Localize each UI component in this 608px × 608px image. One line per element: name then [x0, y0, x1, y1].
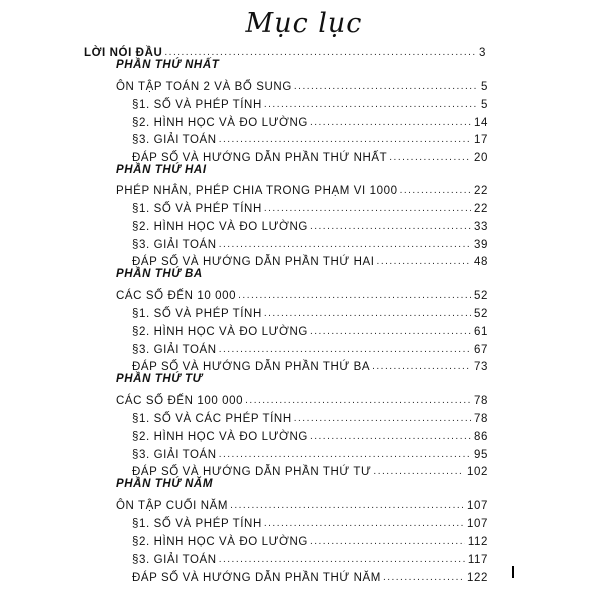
toc-entry-label: CÁC SỐ ĐẾN 10 000 — [116, 290, 237, 302]
toc-section[interactable] — [132, 358, 488, 374]
toc-entry-page: 22 — [474, 203, 488, 215]
toc-entry-label: PHÉP NHÂN, PHÉP CHIA TRONG PHẠM VI 1000 — [116, 185, 398, 197]
toc-section[interactable] — [132, 323, 488, 339]
part-heading: PHẦN THỨ NĂM — [116, 478, 213, 490]
toc-chapter[interactable] — [116, 497, 488, 513]
dot-leader — [264, 202, 471, 216]
toc-entry-label: §2. HÌNH HỌC VÀ ĐO LƯỜNG — [132, 431, 308, 443]
toc-entry-page: 22 — [474, 185, 488, 197]
toc-entry-page: 33 — [474, 221, 488, 233]
dot-leader — [383, 571, 464, 585]
toc-entry-label: §3. GIẢI TOÁN — [132, 134, 217, 146]
toc-entry-label: ĐÁP SỐ VÀ HƯỚNG DẪN PHẦN THỨ NHẤT — [132, 152, 388, 164]
toc-entry-label: §3. GIẢI TOÁN — [132, 554, 217, 566]
toc-section[interactable] — [132, 149, 488, 165]
dot-leader — [377, 255, 471, 269]
dot-leader — [230, 499, 464, 513]
toc-entry-page: 67 — [474, 344, 488, 356]
toc-section[interactable] — [132, 569, 488, 585]
toc-entry-label: §2. HÌNH HỌC VÀ ĐO LƯỜNG — [132, 536, 308, 548]
toc-entry-page: 39 — [474, 239, 488, 251]
dot-leader — [219, 133, 471, 147]
toc-entry-label: ĐÁP SỐ VÀ HƯỚNG DẪN PHẦN THỨ TƯ — [132, 466, 372, 478]
toc-entry-label: §3. GIẢI TOÁN — [132, 239, 217, 251]
toc-section[interactable] — [132, 533, 488, 549]
toc-entry-preface[interactable] — [84, 44, 486, 60]
toc-entry-page: 52 — [474, 308, 488, 320]
toc-entry-page: 52 — [474, 290, 488, 302]
toc-entry-page: 61 — [474, 326, 488, 338]
part-heading: PHẦN THỨ BA — [116, 268, 203, 280]
toc-entry-page: 48 — [474, 256, 488, 268]
toc-chapter[interactable] — [116, 287, 488, 303]
toc-entry-label: ĐÁP SỐ VÀ HƯỚNG DẪN PHẦN THỨ HAI — [132, 256, 375, 268]
dot-leader — [373, 465, 464, 479]
toc-chapter[interactable] — [116, 182, 488, 198]
toc-entry-page: 117 — [467, 554, 488, 566]
dot-leader — [310, 325, 471, 339]
part-heading: PHẦN THỨ NHẤT — [116, 59, 220, 71]
toc-chapter[interactable] — [116, 78, 488, 94]
dot-leader — [372, 360, 471, 374]
toc-entry-page: 78 — [474, 395, 488, 407]
toc-entry-page: 3 — [479, 47, 486, 59]
part-heading: PHẦN THỨ HAI — [116, 164, 207, 176]
toc-entry-label: ÔN TẬP TOÁN 2 VÀ BỔ SUNG — [116, 81, 292, 93]
toc-section[interactable] — [132, 253, 488, 269]
dot-leader — [294, 412, 471, 426]
dot-leader — [310, 220, 471, 234]
toc-entry-page: 73 — [474, 361, 488, 373]
toc-entry-page: 5 — [481, 81, 488, 93]
toc-entry-label: §1. SỐ VÀ PHÉP TÍNH — [132, 99, 262, 111]
dot-leader — [264, 98, 478, 112]
toc-entry-page: 107 — [467, 500, 488, 512]
dot-leader — [310, 430, 471, 444]
toc-entry-label: LỜI NÓI ĐẦU — [84, 47, 163, 59]
toc-entry-label: §2. HÌNH HỌC VÀ ĐO LƯỜNG — [132, 326, 308, 338]
dot-leader — [310, 116, 471, 130]
toc-entry-label: §1. SỐ VÀ CÁC PHÉP TÍNH — [132, 413, 292, 425]
toc-entry-page: 14 — [474, 117, 488, 129]
toc-chapter[interactable] — [116, 392, 488, 408]
dot-leader — [294, 80, 478, 94]
dot-leader — [219, 238, 471, 252]
dot-leader — [310, 535, 465, 549]
toc-section[interactable] — [132, 551, 488, 567]
dot-leader — [264, 307, 471, 321]
toc-entry-page: 122 — [467, 572, 488, 584]
dot-leader — [219, 448, 471, 462]
toc-entry-label: ĐÁP SỐ VÀ HƯỚNG DẪN PHẦN THỨ BA — [132, 361, 371, 373]
dot-leader — [264, 517, 464, 531]
toc-entry-label: §2. HÌNH HỌC VÀ ĐO LƯỜNG — [132, 117, 308, 129]
toc-section[interactable] — [132, 428, 488, 444]
toc-entry-label: §1. SỐ VÀ PHÉP TÍNH — [132, 308, 262, 320]
dot-leader — [238, 289, 471, 303]
toc-section[interactable] — [132, 236, 488, 252]
text-cursor — [512, 566, 514, 578]
toc-entry-page: 5 — [481, 99, 488, 111]
toc-section[interactable] — [132, 305, 488, 321]
toc-section[interactable] — [132, 218, 488, 234]
toc-entry-label: §1. SỐ VÀ PHÉP TÍNH — [132, 518, 262, 530]
toc-entry-page: 78 — [474, 413, 488, 425]
toc-entry-page: 20 — [474, 152, 488, 164]
toc-section[interactable] — [132, 446, 488, 462]
toc-entry-label: §2. HÌNH HỌC VÀ ĐO LƯỜNG — [132, 221, 308, 233]
dot-leader — [219, 553, 465, 567]
toc-section[interactable] — [132, 515, 488, 531]
toc-entry-label: ĐÁP SỐ VÀ HƯỚNG DẪN PHẦN THỨ NĂM — [132, 572, 381, 584]
toc-section[interactable] — [132, 341, 488, 357]
toc-entry-label: §3. GIẢI TOÁN — [132, 449, 217, 461]
toc-entry-page: 95 — [474, 449, 488, 461]
toc-entry-label: ÔN TẬP CUỐI NĂM — [116, 500, 229, 512]
toc-section[interactable] — [132, 200, 488, 216]
toc-entry-page: 107 — [467, 518, 488, 530]
toc-entry-label: §3. GIẢI TOÁN — [132, 344, 217, 356]
toc-entry-label: CÁC SỐ ĐẾN 100 000 — [116, 395, 244, 407]
toc-entry-page: 17 — [474, 134, 488, 146]
toc-section[interactable] — [132, 463, 488, 479]
dot-leader — [245, 394, 471, 408]
toc-section[interactable] — [132, 131, 488, 147]
toc-section[interactable] — [132, 114, 488, 130]
part-heading: PHẦN THỨ TƯ — [116, 373, 203, 385]
dot-leader — [219, 343, 471, 357]
dot-leader — [389, 151, 471, 165]
toc-entry-page: 86 — [474, 431, 488, 443]
toc-section[interactable] — [132, 410, 488, 426]
toc-entry-page: 112 — [467, 536, 488, 548]
toc-entry-page: 102 — [467, 466, 488, 478]
toc-section[interactable] — [132, 96, 488, 112]
dot-leader — [400, 184, 471, 198]
dot-leader — [164, 46, 476, 60]
toc-entry-label: §1. SỐ VÀ PHÉP TÍNH — [132, 203, 262, 215]
page-title: Mục lục — [245, 8, 363, 39]
